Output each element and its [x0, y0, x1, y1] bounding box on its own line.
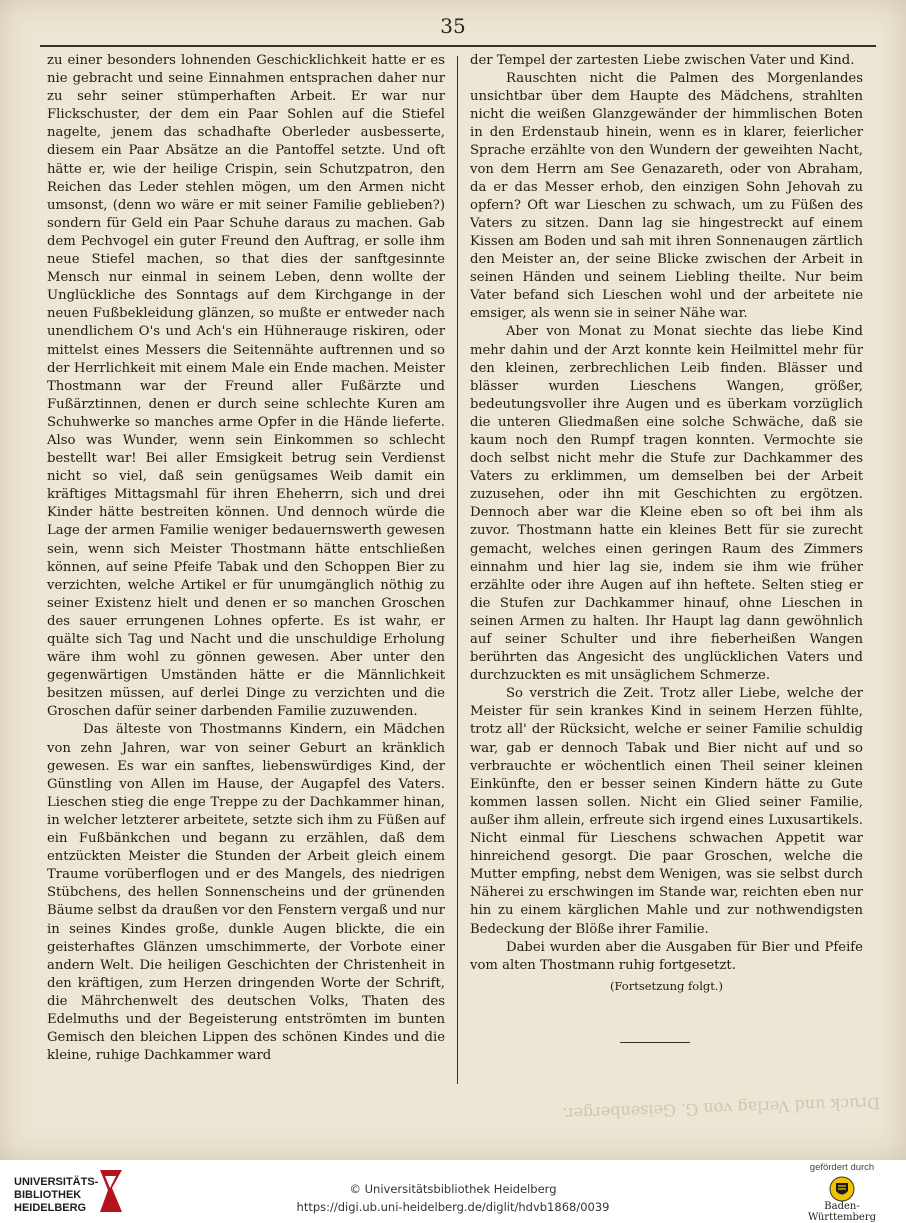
end-rule: [620, 1042, 690, 1043]
viewer-footer: [0, 1160, 906, 1223]
paragraph: Das älteste von Thostmanns Kindern, ein Mädchen von zehn Jahren, war von seiner Geburt an kränklich gewesen. Es war ein sanftes, liebenswürdiges Kind, der Günstling von Allen im Hause, der Augapfel des Vaters. Lieschen stieg die enge Treppe zu der Dachkammer hinan, in welcher letzterer arbeitete, setzte sich ihm zu Füßen auf ein Fußbänkchen und begann zu erzählen, daß dem entzückten Meister die Stunden der Arbeit gleich einem Traume vorüberflogen und er des Mangels, des niedrigen Stübchens, des hellen Sonnenscheins und der grünenden Bäume selbst da draußen vor den Fenstern vergaß und nur in seines Kindes große, dunkle Augen blickte, die ein geisterhaftes Glänzen umschimmerte, der Vorbote einer andern Welt. Die heiligen Geschichten der Christenheit in den kräftigen, zum Herzen dringenden Worte der Schrift, die Mährchenwelt des deutschen Volks, Thaten des Edelmuths und der Begeisterung entströmten im bunten Gemisch den bleichen Lippen des schönen Kindes und die kleine, ruhige Dachkammer ward: [47, 722, 445, 1064]
continuation-note: (Fortsetzung folgt.): [609, 978, 724, 993]
funder-label: gefördert durch: [809, 1162, 875, 1173]
paragraph: zu einer besonders lohnenden Geschicklichkeit hatte er es nie gebracht und seine Einnahmen entsprachen daher nur zu sehr seiner stümperhaften Arbeit. Er war nur Flickschuster, der dem ein Paar Sohlen auf die Stiefel nagelte, jenem das schadhafte Oberleder ausbesserte, diesem ein Paar Absätze an die Pantoffel setzte. Und oft hätte er, wie der heilige Crispin, sein Schutzpatron, den Reichen das Leder stehlen mögen, um den Armen nicht umsonst, (denn wo wäre er mit seiner Familie geblieben?) sondern für Geld ein Paar Schuhe daraus zu machen. Gab dem Pechvogel ein guter Freund den Auftrag, er solle ihm neue Stiefel machen, so that dies der sanftgesinnte Mensch nur einmal in seinem Leben, denn wollte der Unglückliche des Sonntags auf dem Kirchgange in der neuen Fußbekleidung glänzen, so mußte er entweder nach unendlichem O's und Ach's ein Hühnerauge riskiren, oder mittelst eines Messers die Seitennähte auftrennen und so der Herrlichkeit mit einem Male ein Ende machen. Meister Thostmann war der Freund aller Fußärzte und Fußärztinnen, denen er durch seine schlechte Kuren am Schuhwerke so manches arme Opfer in die Hände lieferte. Also was Wunder, wenn sein Einkommen so schlecht bestellt war! Bei aller Emsigkeit betrug sein Verdienst nicht so viel, daß sein genügsames Weib damit ein kräftiges Mittagsmahl für ihren Eheherrn, sich und drei Kinder hätte bestreiten können. Und dennoch würde die Lage der armen Familie weniger bedauernswerth gewesen sein, wenn sich Meister Thostmann hätte entschließen können, auf seine Pfeife Tabak und den Schoppen Bier zu verzichten, welche Artikel er für unumgänglich nöthig zu seiner Existenz hielt und denen er so manchen Groschen des sauer errungenen Lohnes opferte. Es ist wahr, er quälte sich Tag und Nacht und die unschuldige Erholung wäre ihm wohl zu gönnen gewesen. Aber unter den gegenwärtigen Umständen hätte er die Männlichkeit besitzen müssen, auf derlei Dinge zu verzichten und die Groschen dafür seiner darbenden Familie zuzuwenden.: [47, 53, 445, 720]
funder-block: [792, 1162, 892, 1223]
left-column: [47, 52, 445, 1065]
paragraph: Dabei wurden aber die Ausgaben für Bier und Pfeife vom alten Thostmann ruhig fortgesetzt.: [470, 939, 863, 973]
header-rule: [40, 45, 876, 47]
bleed-through-text: Druck und Verlag von G. Geisenberger.: [562, 1093, 881, 1124]
copyright-notice: © Universitätsbibliothek Heidelberg: [349, 1182, 557, 1196]
paragraph: der Tempel der zartesten Liebe zwischen Vater und Kind.: [470, 53, 855, 68]
state-coat-of-arms-icon: [826, 1176, 858, 1202]
paragraph: Aber von Monat zu Monat siechte das liebe Kind mehr dahin und der Arzt konnte kein Heilmittel mehr für den kleinen, zerbrechlichen Leib finden. Blässer und blässer wurden Lieschens Wangen, größer, bedeutungsvoller ihre Augen und es überkam vorzüglich die unteren Gliedmaßen eine solche Schwäche, daß sie kaum noch den Rumpf tragen konnten. Vermochte sie doch selbst nicht mehr die Stufe zur Dachkammer des Vaters zu erklimmen, um demselben bei der Arbeit zuzusehen, oder ihn mit Geschichten zu ergötzen. Dennoch aber war die Kleine eben so oft bei ihm als zuvor. Thostmann hatte ein kleines Bett für sie zurecht gemacht, welches einen geringen Raum des Zimmers einnahm und hier lag sie, indem sie ihm wie früher erzählte oder ihre Augen auf ihn heftete. Selten stieg er die Stufen zur Dachkammer hinauf, ohne Lieschen in seinen Armen zu halten. Ihr Haupt lag dann gewöhnlich auf seiner Schulter und ihre fieberheißen Wangen berührten das Angesicht des unglücklichen Vaters und durchzuckten es mit unsäglichem Schmerze.: [470, 324, 863, 684]
document-url-link[interactable]: https://digi.ub.uni-heidelberg.de/diglit/hdvb1868/0039: [296, 1200, 610, 1214]
logo-line: BIBLIOTHEK: [14, 1189, 82, 1201]
logo-line: UNIVERSITÄTS-: [14, 1176, 99, 1188]
paragraph: Rauschten nicht die Palmen des Morgenlandes unsichtbar über dem Haupte des Mädchens, strahlten nicht die weißen Glanzgewänder der himmlischen Boten in den Erdenstaub hinein, wenn es in klarer, feierlicher Sprache erzählte von den Wundern der geweihten Nacht, von dem Herrn am See Genazareth, oder von Abraham, da er das Messer erhob, den einzigen Sohn Jehovah zu opfern? Oft war Lieschen zu schwach, um zu Füßen des Vaters zu sitzen. Dann lag sie hingestreckt auf einem Kissen am Boden und sah mit ihren Sonnenaugen zärtlich den Meister an, der seine Blicke zwischen der Arbeit in seinen Händen und seinem Liebling theilte. Nur beim Vater befand sich Lieschen wohl und der arbeitete nie emsiger, als wenn sie in seiner Nähe war.: [470, 71, 863, 322]
column-divider: [457, 56, 458, 1084]
right-column: [470, 52, 863, 995]
paragraph: So verstrich die Zeit. Trotz aller Liebe, welche der Meister für sein krankes Kind in seinem Herzen fühlte, trotz all' der Rücksicht, welche er seiner Familie schuldig war, gab er dennoch Tabak und Bier nicht auf und so verbrauchte er wöchentlich einen Theil seiner kleinen Einkünfte, den er besser seinen Kindern hätte zu Gute kommen lassen sollen. Nicht ein Glied seiner Familie, außer ihm allein, erfreute sich irgend eines Luxusartikels. Nicht einmal für Lieschens schwachen Appetit war hinreichend gesorgt. Die paar Groschen, welche die Mutter empfing, nebst dem Wenigen, was sie selbst durch Näherei zu erschwingen im Stande war, reichten eben nur hin zu einem kärglichen Mahle und zur nothwendigsten Bedeckung der Blöße ihrer Familie.: [470, 686, 863, 937]
funder-name: Baden-Württemberg: [807, 1201, 877, 1223]
logo-line: HEIDELBERG: [14, 1202, 87, 1214]
page-number: 35: [440, 14, 466, 38]
